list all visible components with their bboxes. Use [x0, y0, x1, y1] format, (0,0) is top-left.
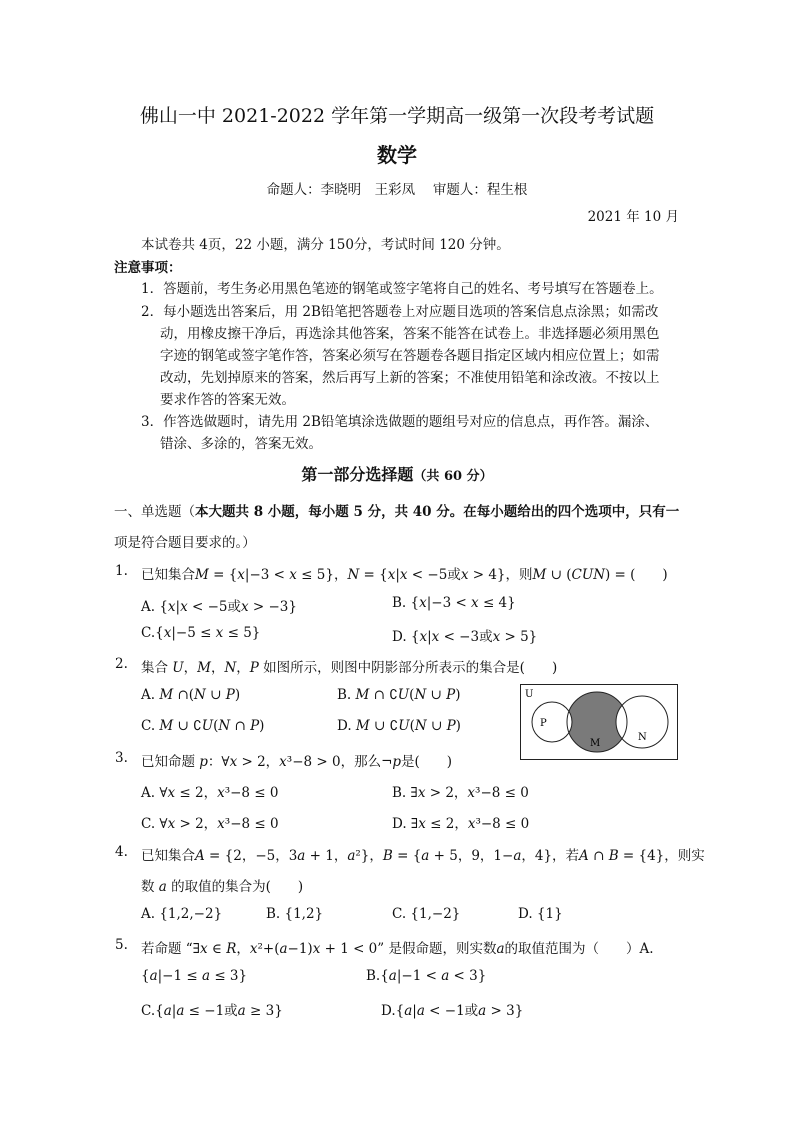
notes-heading: 注意事项：: [114, 260, 182, 276]
option-a: {𝑎|−1 ≤ 𝑎 ≤ 3}: [141, 968, 248, 984]
part-rules: 本大题共 8 小题，每小题 5 分，共 40 分。在每小题给出的四个选项中，只有一: [195, 504, 680, 520]
option-d: D. ∃𝑥 ≤ 2，𝑥³−8 ≤ 0: [392, 816, 530, 832]
section-title-text: 第一部分选择题: [301, 465, 414, 484]
exam-title: 佛山一中 2021-2022 学年第一学期高一级第一次段考考试题: [139, 105, 655, 127]
question-stem-cont: 数 𝑎 的取值的集合为( ): [141, 879, 304, 895]
option-d: D. 𝑀 ∪ ∁𝑈(𝑁 ∪ 𝑃): [337, 718, 461, 734]
option-b: B.{𝑎|−1 < 𝑎 < 3}: [366, 968, 487, 984]
option-b: B. ∃𝑥 > 2，𝑥³−8 ≤ 0: [392, 785, 529, 801]
option-a: A. {𝑥|𝑥 < −5或𝑥 > −3}: [141, 599, 297, 615]
question-stem: 已知命题 𝑝：∀𝑥 > 2，𝑥³−8 > 0，那么¬𝑝是( ): [141, 754, 453, 770]
option-a: A. ∀𝑥 ≤ 2，𝑥³−8 ≤ 0: [141, 785, 279, 801]
question-number: 1.: [115, 563, 128, 579]
question-stem: 集合 𝑈，𝑀，𝑁，𝑃 如图所示，则图中阴影部分所表示的集合是( ): [141, 660, 558, 676]
option-a: A. {1,2,−2}: [141, 906, 223, 922]
note-line: 1．答题前，考生务必用黑色笔迹的钢笔或签字笔将自己的姓名、考号填写在答题卷上。: [141, 281, 663, 297]
note-line: 2．每小题选出答案后，用 2B铅笔把答题卷上对应题目选项的答案信息点涂黑；如需改: [141, 304, 659, 320]
option-d: D.{𝑎|𝑎 < −1或𝑎 > 3}: [381, 1003, 524, 1019]
label-p: P: [540, 718, 547, 729]
part-prefix: 一、单选题（: [114, 504, 195, 520]
note-line: 字迹的钢笔或签字笔作答，答案必须写在答题卷各题目指定区域内相应位置上；如需: [160, 348, 660, 364]
option-d: D. {𝑥|𝑥 < −3或𝑥 > 5}: [392, 629, 538, 645]
question-number: 4.: [115, 844, 128, 860]
label-u: U: [525, 689, 534, 700]
note-line: 3．作答选做题时，请先用 2B铅笔填涂选做题的题组号对应的信息点，再作答。漏涂、: [141, 414, 659, 430]
label-n: N: [638, 732, 647, 743]
option-b: B. {1,2}: [266, 906, 324, 922]
option-c: C.{𝑥|−5 ≤ 𝑥 ≤ 5}: [141, 625, 261, 641]
option-c: C.{𝑎|𝑎 ≤ −1或𝑎 ≥ 3}: [141, 1003, 283, 1019]
section-title: [0, 462, 794, 485]
question-stem: 已知集合𝑀 = {𝑥|−3 < 𝑥 ≤ 5}，𝑁 = {𝑥|𝑥 < −5或𝑥 > 4}，则𝑀 ∪ (𝐶𝑈𝑁) = ( ): [141, 567, 668, 583]
venn-diagram: [520, 684, 678, 760]
note-line: 要求作答的答案无效。: [160, 392, 295, 408]
question-number: 2.: [115, 656, 128, 672]
option-c: C. 𝑀 ∪ ∁𝑈(𝑁 ∩ 𝑃): [141, 718, 265, 734]
note-line: 错涂、多涂的，答案无效。: [160, 436, 322, 452]
intro-line: 本试卷共 4页，22 小题，满分 150分，考试时间 120 分钟。: [141, 237, 510, 253]
question-number: 5.: [115, 937, 128, 953]
option-a: A. 𝑀 ∩(𝑁 ∪ 𝑃): [141, 687, 241, 703]
option-b: B. 𝑀 ∩ ∁𝑈(𝑁 ∪ 𝑃): [337, 687, 461, 703]
label-m: M: [590, 738, 601, 749]
option-b: B. {𝑥|−3 < 𝑥 ≤ 4}: [392, 595, 516, 611]
section-points: （共 60 分）: [413, 469, 493, 484]
authors-line: 命题人：李晓明 王彩凤 审题人：程生根: [266, 182, 528, 198]
exam-date: 2021 年 10 月: [587, 209, 679, 225]
note-line: 动，用橡皮擦干净后，再选涂其他答案，答案不能答在试卷上。非选择题必须用黑色: [160, 326, 660, 342]
question-stem: 若命题 “∃𝑥 ∈ 𝑅，𝑥²+(𝑎−1)𝑥 + 1 < 0” 是假命题，则实数𝑎的取值范围为（ ）A.: [141, 941, 654, 957]
question-number: 3.: [115, 750, 128, 766]
part-instructions-line2: 项是符合题目要求的。）: [114, 535, 256, 551]
note-line: 改动，先划掉原来的答案，然后再写上新的答案；不准使用铅笔和涂改液。不按以上: [160, 370, 660, 386]
option-c: C. {1,−2}: [392, 906, 461, 922]
option-c: C. ∀𝑥 > 2，𝑥³−8 ≤ 0: [141, 816, 279, 832]
option-d: D. {1}: [518, 906, 563, 922]
subject-heading: 数学: [377, 143, 417, 167]
question-stem: 已知集合𝐴 = {2，−5，3𝑎 + 1，𝑎²}，𝐵 = {𝑎 + 5，9，1−𝑎，4}，若𝐴 ∩ 𝐵 = {4}，则实: [141, 848, 705, 864]
part-instructions: [114, 500, 679, 520]
